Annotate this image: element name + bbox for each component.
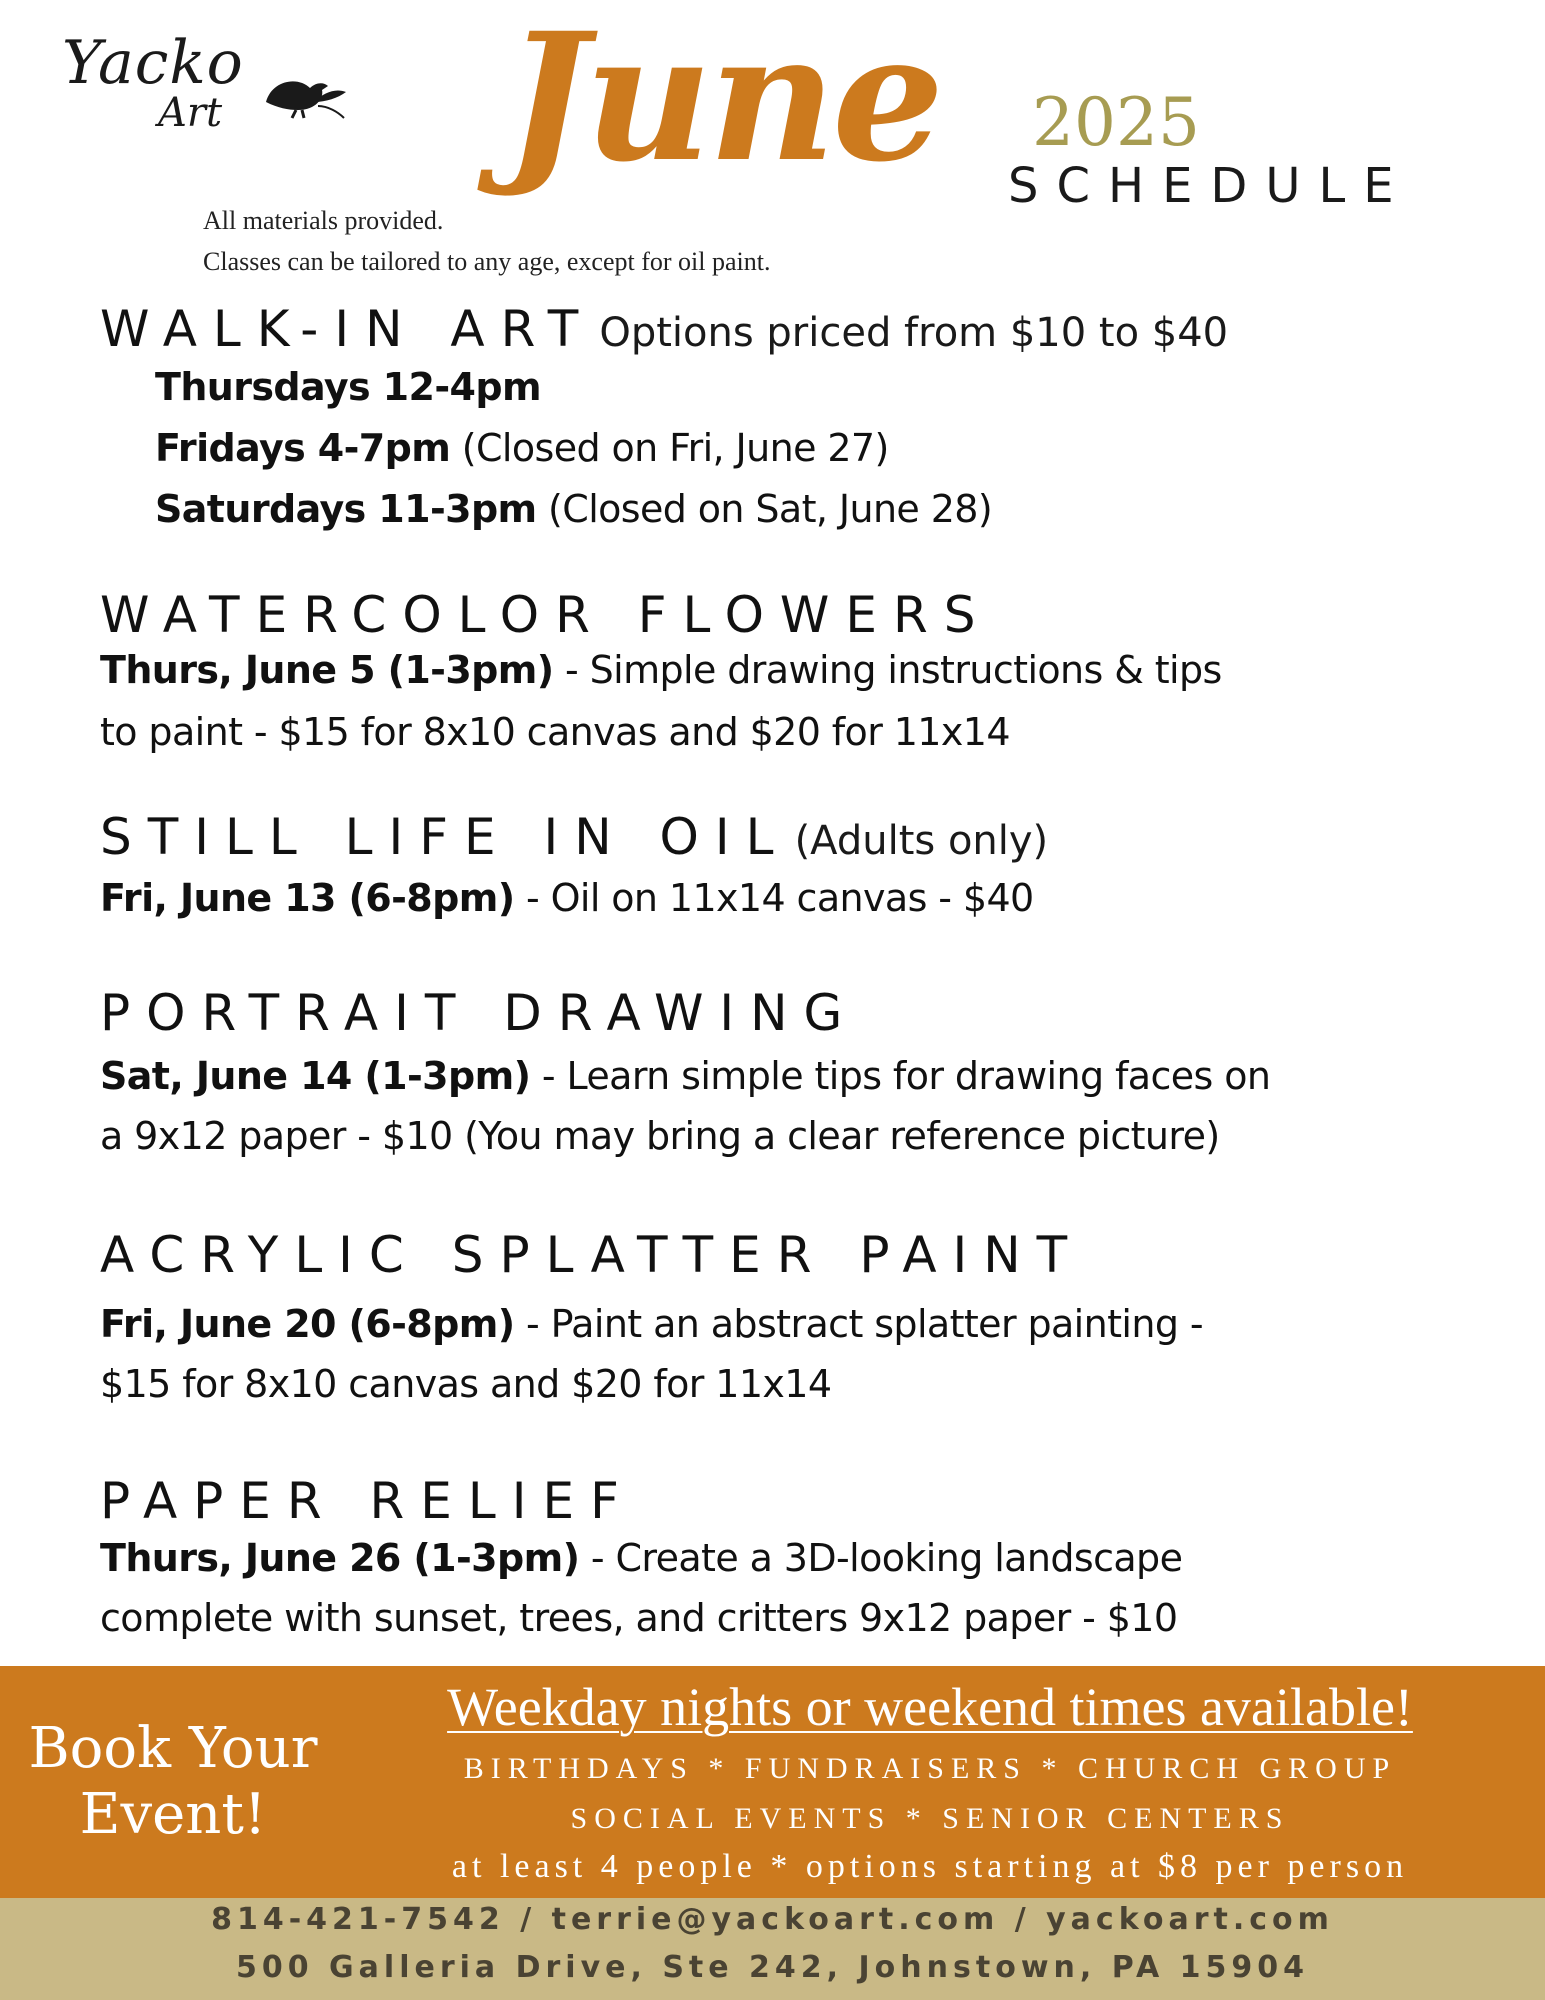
event-types-2: SOCIAL EVENTS * SENIOR CENTERS <box>570 1802 1290 1835</box>
portrait-line-1: Sat, June 14 (1-3pm) - Learn simple tips for drawing faces on <box>100 1054 1271 1098</box>
walkin-saturday <box>155 487 992 531</box>
contact-info: 814-421-7542 / terrie@yackoart.com / yackoart.com <box>211 1902 1334 1937</box>
relief-date: Thurs, June 26 (1-3pm) <box>100 1536 580 1580</box>
watercolor-title: WATERCOLOR FLOWERS <box>100 586 992 644</box>
logo-sub: Art <box>158 90 223 136</box>
schedule-subtitle: SCHEDULE <box>1008 158 1412 214</box>
bird-icon <box>258 62 348 122</box>
stilllife-heading <box>100 808 1048 866</box>
walkin-title: WALK-IN ART <box>100 300 595 358</box>
address: 500 Galleria Drive, Ste 242, Johnstown, PA 15904 <box>235 1950 1309 1985</box>
logo-name: Yacko <box>62 28 244 98</box>
event-types-1: BIRTHDAYS * FUNDRAISERS * CHURCH GROUP <box>463 1752 1397 1785</box>
book-line-2: Event! <box>79 1782 267 1847</box>
age-note: Classes can be tailored to any age, except for oil paint. <box>203 247 771 276</box>
splatter-line-2: $15 for 8x10 canvas and $20 for 11x14 <box>100 1362 832 1406</box>
event-pricing: at least 4 people * options starting at $8 per person <box>451 1848 1409 1885</box>
logo <box>62 28 362 158</box>
portrait-line-2: a 9x12 paper - $10 (You may bring a clear reference picture) <box>100 1114 1220 1158</box>
materials-note: All materials provided. <box>203 206 444 235</box>
watercolor-date: Thurs, June 5 (1-3pm) <box>100 648 554 692</box>
walkin-heading <box>100 300 1228 358</box>
relief-line-1: Thurs, June 26 (1-3pm) - Create a 3D-looking landscape <box>100 1536 1183 1580</box>
walkin-saturday-time: Saturdays 11-3pm <box>155 487 537 531</box>
stilllife-title: STILL LIFE IN OIL <box>100 808 790 866</box>
book-event-heading <box>8 1716 338 1848</box>
availability-headline: Weekday nights or weekend times available! <box>447 1677 1413 1737</box>
splatter-line-1: Fri, June 20 (6-8pm) - Paint an abstract splatter painting - <box>100 1302 1203 1346</box>
walkin-friday <box>155 426 889 470</box>
stilllife-aside: (Adults only) <box>794 818 1049 864</box>
stilllife-line-1: Fri, June 13 (6-8pm) - Oil on 11x14 canvas - $40 <box>100 876 1034 920</box>
stilllife-date: Fri, June 13 (6-8pm) <box>100 876 515 920</box>
walkin-friday-note: (Closed on Fri, June 27) <box>450 426 889 470</box>
walkin-saturday-note: (Closed on Sat, June 28) <box>536 487 993 531</box>
portrait-date: Sat, June 14 (1-3pm) <box>100 1054 531 1098</box>
watercolor-line-2: to paint - $15 for 8x10 canvas and $20 for 11x14 <box>100 710 1010 754</box>
year: 2025 <box>1032 84 1200 161</box>
walkin-price: Options priced from $10 to $40 <box>599 310 1229 356</box>
splatter-date: Fri, June 20 (6-8pm) <box>100 1302 515 1346</box>
walkin-friday-time: Fridays 4-7pm <box>155 426 451 470</box>
walkin-thursday <box>155 365 541 409</box>
book-line-1: Book Your <box>28 1716 318 1781</box>
splatter-title: ACRYLIC SPLATTER PAINT <box>100 1226 1084 1284</box>
month-title: June <box>505 0 941 201</box>
portrait-title: PORTRAIT DRAWING <box>100 984 859 1042</box>
walkin-thursday-time: Thursdays 12-4pm <box>155 365 541 409</box>
relief-line-2: complete with sunset, trees, and critters 9x12 paper - $10 <box>100 1596 1178 1640</box>
relief-title: PAPER RELIEF <box>100 1472 635 1530</box>
watercolor-line-1: Thurs, June 5 (1-3pm) - Simple drawing instructions & tips <box>100 648 1222 692</box>
